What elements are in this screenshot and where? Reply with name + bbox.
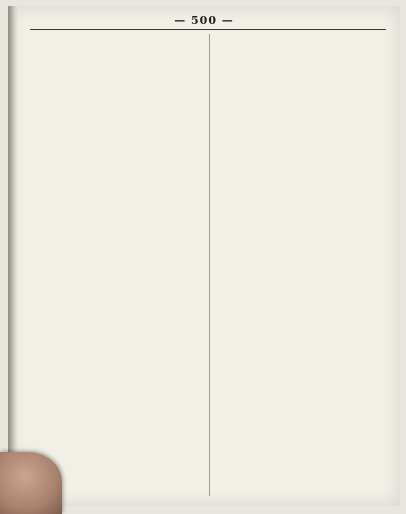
right-text-column <box>214 34 386 500</box>
left-text-column <box>32 34 204 500</box>
book-spine-shadow <box>8 6 18 506</box>
book-page <box>8 6 400 506</box>
page-number: — 500 — <box>174 14 234 27</box>
column-divider <box>209 34 210 496</box>
holding-thumb <box>0 452 62 514</box>
header-rule <box>30 29 386 30</box>
